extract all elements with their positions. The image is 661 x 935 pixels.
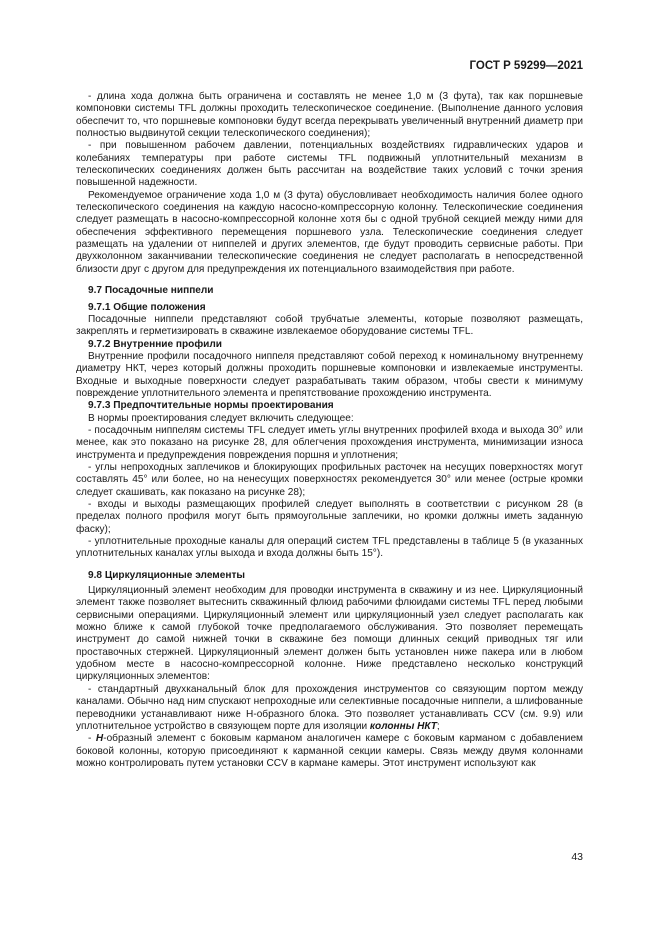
section-9-7-1-text: Посадочные ниппели представляют собой трубчатые элементы, которые позволяют размещать, закреплять и герметизировать в скважине извлекаемое оборудование системы TFL.: [76, 313, 583, 338]
section-9-7-3-item: - посадочным ниппелям системы TFL следует иметь углы внутренних профилей входа и выхода 30° или менее, как это показано на рисунке 28, для облегчения прохождения инструмента, минимизации износа инструмента и предупреждения повреждения поршня и уплотнения;: [76, 424, 583, 461]
item-1-end: ;: [436, 720, 440, 732]
page-number: 43: [571, 851, 583, 863]
intro-list-item: - при повышенном рабочем давлении, потенциальных воздействиях гидравлических ударов и колебаниях температуры при работе системы TFL подвижный уплотнительный механизм в телескопических соединениях должен быть рассчитан на воздействие таких условий с точки зрения повышенной надежности.: [76, 140, 583, 189]
item-2-emphasis: Н: [95, 733, 104, 745]
section-9-7-2-text: Внутренние профили посадочного ниппеля представляют собой переход к номинальному внутреннему диаметру НКТ, через который должны проходить поршневые компоновки и извлекаемые инструменты. Входные и выходные поверхности следует разрабатывать таким образом, чтобы свести к минимуму повреждение уплотнительного элемента и препятствование прохождению инструмента.: [76, 350, 583, 399]
intro-list-item: - длина хода должна быть ограничена и составлять не менее 1,0 м (3 фута), так как поршневые компоновки системы TFL должны проходить телескопическое соединение. (Выполнение данного условия обеспечит то, что поршневые компоновки будут всегда перекрывать увеличенный внутренний диаметр при полностью выдвинутой секции телескопического соединения);: [76, 91, 583, 140]
section-9-7-2-title: 9.7.2 Внутренние профили: [88, 338, 222, 350]
item-2-prefix: -: [88, 733, 96, 745]
section-9-7-3-title: 9.7.3 Предпочтительные нормы проектирования: [88, 400, 334, 412]
section-9-7-title: 9.7 Посадочные ниппели: [88, 285, 214, 297]
document-body: [76, 91, 583, 770]
section-9-7-3-intro: В нормы проектирования следует включить следующее:: [88, 412, 354, 424]
item-1-text: - стандартный двухканальный блок для прохождения инструментов со связующим портом между каналами. Обычно над ним спускают непроходные или селективные посадочные ниппели, а шлифованные переводники устанавливают ниже Н-образного блока. Это позволяет устанавливать CCV (см. 9.9) или уплотнительное устройство в связующем порте для изоляции: [76, 683, 583, 732]
section-9-8-item-1: [76, 684, 583, 733]
item-1-emphasis: колонны НКТ: [369, 720, 437, 732]
document-header: ГОСТ Р 59299—2021: [469, 60, 583, 72]
intro-paragraph: Рекомендуемое ограничение хода 1,0 м (3 фута) обусловливает необходимость наличия более одного телескопического соединения на каждую насосно-компрессорную колонну. Телескопические соединения следует размещать в насосно-компрессорной колонне хотя бы с одной трубной секцией между ними для обеспечения эффективного перемещения поршневого узла. Телескопические соединения следует размещать на удалении от ниппелей и других элементов, где будут проводить сервисные работы. При двухколонном заканчивании телескопические соединения не следует располагать в непосредственной близости друг с другом для предупреждения их потенциального взаимодействия при работе.: [76, 189, 583, 275]
section-9-7-3-item: - входы и выходы размещающих профилей следует выполнять в соответствии с рисунком 28 (в пределах полного профиля могут быть прямоугольные заплечики, но кромки должны иметь заданную фаску);: [76, 499, 583, 535]
item-2-text: -образный элемент с боковым карманом аналогичен камере с боковым карманом с добавлением боковой колонны, которую присоединяют к карманной секции камеры. Связь между двумя колоннами можно контролировать путем установки CCV в кармане камеры. Этот инструмент используют как: [76, 733, 583, 769]
section-9-7-1-title: 9.7.1 Общие положения: [88, 301, 206, 313]
section-9-7-3-item: - уплотнительные проходные каналы для операций систем TFL представлены в таблице 5 (в указанных уплотнительных каналах углы выхода и входа должны быть 15°).: [76, 536, 583, 560]
section-9-7-3-item: - углы непроходных заплечиков и блокирующих профильных расточек на несущих поверхностях могут составлять 45° или более, но на ненесущих поверхностях рекомендуется 30° или менее (острые кромки следует скашивать, как показано на рисунке 28);: [76, 461, 583, 498]
section-9-8-title: 9.8 Циркуляционные элементы: [88, 569, 246, 581]
section-9-8-text: Циркуляционный элемент необходим для проводки инструмента в скважину и из нее. Циркуляционный элемент также позволяет вытеснить скважинный флюид рабочими флюидами системы TFL перед любыми сервисными операциями. Циркуляционный элемент или циркуляционный узел следует располагать как можно ближе к самой глубокой точке предполагаемого обслуживания. Это позволяет перемещать инструмент до самой нижней точки в скважине без помощи длинных секций приводных тяг или проставочных стержней. Циркуляционный элемент должен быть установлен ниже пакера или в любом удобном месте в насосно-компрессорной колонне. Ниже представлено несколько конструкций циркуляционных элементов:: [76, 585, 583, 683]
section-9-8-item-2: [76, 733, 583, 770]
